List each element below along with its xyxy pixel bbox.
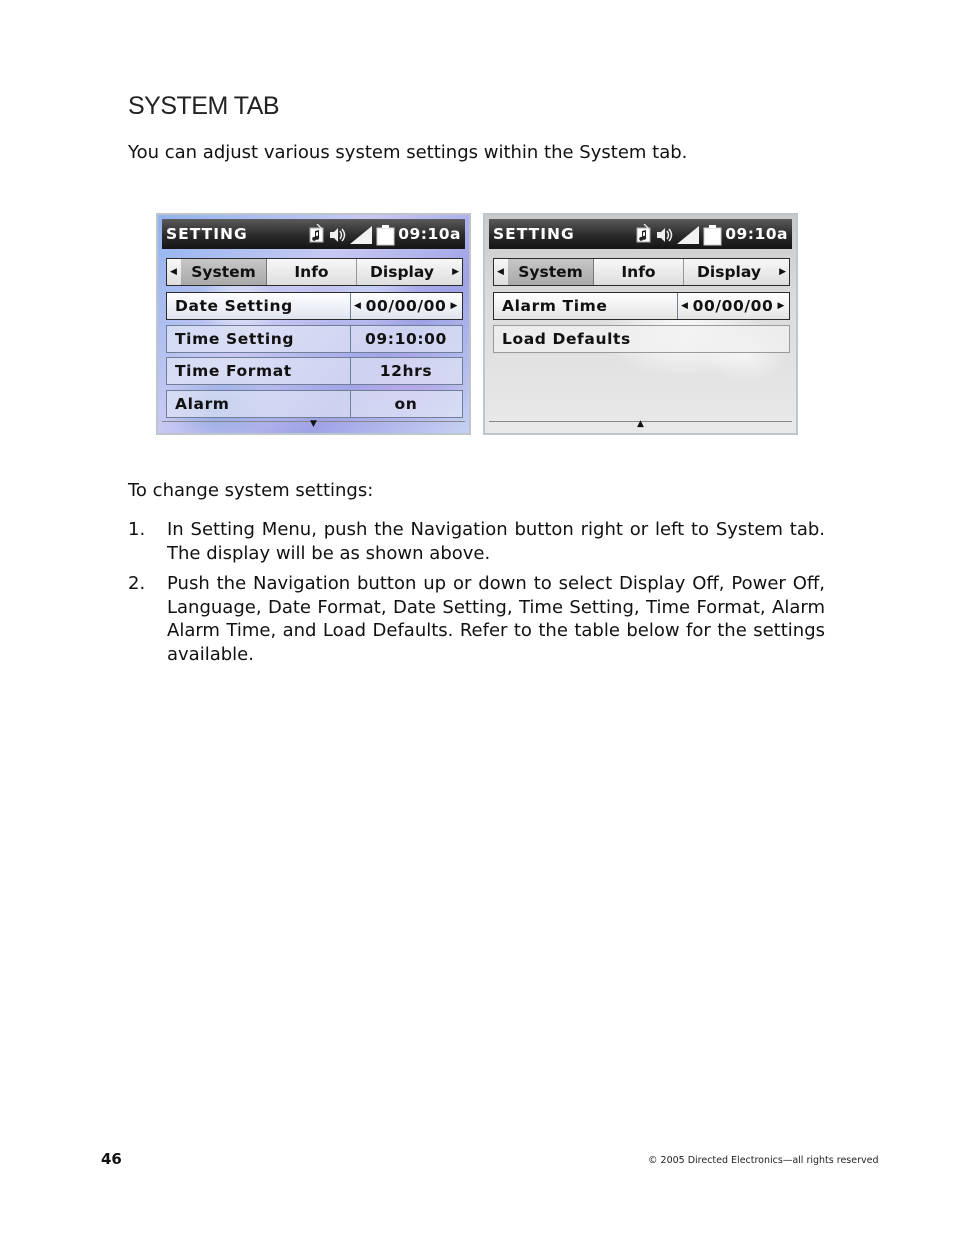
status-icons <box>633 224 723 246</box>
signal-icon <box>350 226 372 244</box>
page-number: 46 <box>101 1150 122 1168</box>
battery-icon <box>704 225 721 245</box>
settings-screen-left <box>156 213 471 435</box>
screen-title: SETTING <box>493 225 575 243</box>
signal-icon <box>677 226 699 244</box>
setting-label: Alarm <box>175 395 230 413</box>
tab-display[interactable]: Display <box>370 263 434 281</box>
left-arrow-icon[interactable]: ◀ <box>681 301 689 311</box>
scroll-up-icon[interactable]: ▲ <box>637 419 644 429</box>
tab-bar <box>493 258 790 286</box>
scroll-down-icon[interactable]: ▼ <box>310 419 317 429</box>
setting-value[interactable]: 12hrs <box>350 358 461 384</box>
list-item <box>128 518 825 565</box>
settings-screen-right <box>483 213 798 435</box>
setting-row-time[interactable] <box>166 325 463 353</box>
setting-row-time-format[interactable] <box>166 357 463 385</box>
step-text: In Setting Menu, push the Navigation button right or left to System tab. The display will be as shown above. <box>167 519 825 564</box>
title-bar <box>489 219 792 249</box>
right-arrow-icon[interactable]: ▶ <box>777 301 785 311</box>
setting-label: Date Setting <box>175 297 293 315</box>
title-bar <box>162 219 465 249</box>
setting-row-alarm[interactable] <box>166 390 463 418</box>
setting-value[interactable]: ◀ 00/00/00 ▶ <box>350 293 461 319</box>
step-text: Push the Navigation button up or down to select Display Off, Power Off, Language, Date Format, Date Setting, Time Setting, Time Format, Alarm Alarm Time, and Load Defaults. Refer to the table below for the settings available. <box>167 573 825 665</box>
clock-display: 09:10a <box>398 225 461 243</box>
setting-row-alarm-time[interactable] <box>493 292 790 320</box>
setting-value[interactable]: 09:10:00 <box>350 326 461 352</box>
list-item <box>128 572 825 666</box>
setting-label: Time Setting <box>175 330 295 348</box>
section-heading: SYSTEM TAB <box>128 92 280 120</box>
tab-system[interactable]: System <box>181 259 267 285</box>
step-number: 2. <box>128 573 146 594</box>
screen-title: SETTING <box>166 225 248 243</box>
setting-value[interactable]: on <box>350 391 461 417</box>
speaker-icon <box>657 228 672 242</box>
left-arrow-icon[interactable]: ◀ <box>354 301 362 311</box>
tab-system[interactable]: System <box>508 259 594 285</box>
setting-row-date[interactable] <box>166 292 463 320</box>
clock-display: 09:10a <box>725 225 788 243</box>
left-arrow-icon[interactable]: ◀ <box>170 267 177 277</box>
copyright-text: © 2005 Directed Electronics—all rights reserved <box>648 1155 879 1166</box>
right-arrow-icon[interactable]: ▶ <box>450 301 458 311</box>
battery-icon <box>377 225 394 245</box>
right-arrow-icon[interactable]: ▶ <box>779 267 786 277</box>
steps-list <box>128 518 825 673</box>
setting-label: Load Defaults <box>502 330 631 348</box>
setting-label: Time Format <box>175 362 292 380</box>
music-note-icon <box>637 224 650 242</box>
tab-info[interactable]: Info <box>594 259 684 285</box>
setting-value[interactable]: ◀ 00/00/00 ▶ <box>677 293 788 319</box>
music-note-icon <box>310 224 323 242</box>
setting-label: Alarm Time <box>502 297 608 315</box>
change-intro: To change system settings: <box>128 480 374 501</box>
left-arrow-icon[interactable]: ◀ <box>497 267 504 277</box>
intro-text: You can adjust various system settings within the System tab. <box>128 142 688 163</box>
speaker-icon <box>330 228 345 242</box>
tab-info[interactable]: Info <box>267 259 357 285</box>
tab-display[interactable]: Display <box>697 263 761 281</box>
right-arrow-icon[interactable]: ▶ <box>452 267 459 277</box>
tab-bar <box>166 258 463 286</box>
setting-row-load-defaults[interactable] <box>493 325 790 353</box>
step-number: 1. <box>128 519 146 540</box>
status-icons <box>306 224 396 246</box>
